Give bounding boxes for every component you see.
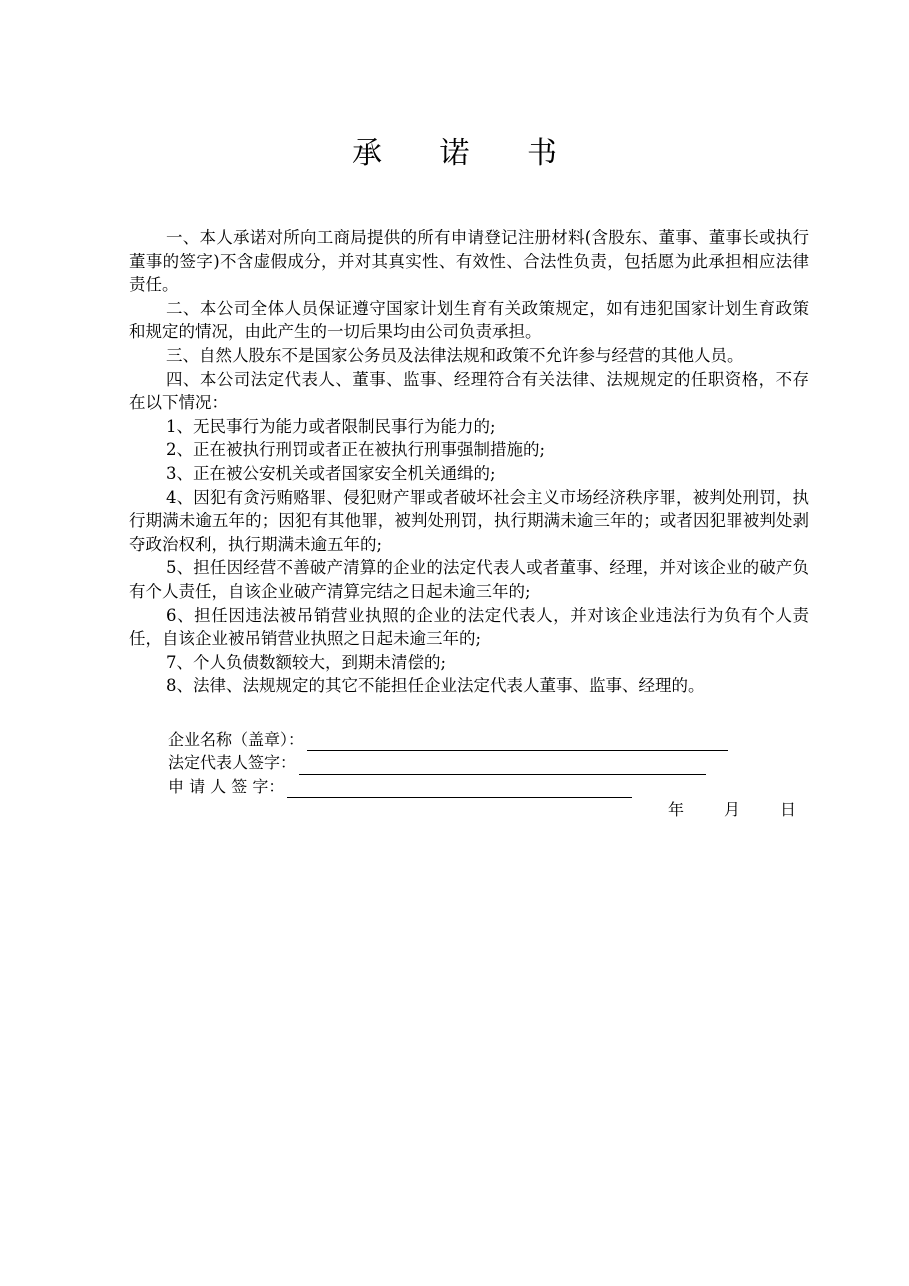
paragraph-3: 三、自然人股东不是国家公务员及法律法规和政策不允许参与经营的其他人员。	[166, 345, 744, 365]
legal-rep-label: 法定代表人签字：	[168, 753, 297, 773]
document-body	[129, 226, 809, 698]
signature-block	[168, 728, 728, 798]
legal-rep-row	[168, 751, 728, 774]
paragraph-2: 二、本公司全体人员保证遵守国家计划生育有关政策规定，如有违犯国家计划生育政策和规定的情况，由此产生的一切后果均由公司负责承担。	[129, 298, 809, 342]
document-title: 承 诺 书	[351, 136, 582, 171]
list-item-3: 3、正在被公安机关或者国家安全机关通缉的;	[166, 463, 496, 483]
list-item-8: 8、法律、法规规定的其它不能担任企业法定代表人董事、监事、经理的。	[166, 676, 705, 696]
date-row	[668, 798, 796, 821]
company-name-line[interactable]	[307, 735, 728, 751]
list-item-6: 6、担任因违法被吊销营业执照的企业的法定代表人，并对该企业违法行为负有个人责任，自该企业被吊销营业执照之日起未逾三年的;	[129, 605, 809, 649]
list-item-7: 7、个人负债数额较大，到期未清偿的;	[166, 652, 447, 672]
date-day: 日	[780, 800, 797, 819]
applicant-row	[168, 775, 728, 798]
list-item-4: 4、因犯有贪污贿赂罪、侵犯财产罪或者破坏社会主义市场经济秩序罪，被判处刑罚，执行期满未逾五年的；因犯有其他罪，被判处刑罚，执行期满未逾三年的；或者因犯罪被判处剥夺政治权利，执行期满未逾五年的;	[129, 487, 809, 554]
list-item-2: 2、正在被执行刑罚或者正在被执行刑事强制措施的;	[166, 440, 546, 460]
paragraph-1: 一、本人承诺对所向工商局提供的所有申请登记注册材料(含股东、董事、董事长或执行董事的签字)不含虚假成分，并对其真实性、有效性、合法性负责，包括愿为此承担相应法律责任。	[129, 228, 809, 295]
applicant-label: 申 请 人 签 字：	[168, 776, 285, 796]
date-month: 月	[724, 800, 741, 819]
date-year: 年	[668, 800, 685, 819]
paragraph-4: 四、本公司法定代表人、董事、监事、经理符合有关法律、法规规定的任职资格，不存在以下情况：	[129, 369, 809, 413]
list-item-1: 1、无民事行为能力或者限制民事行为能力的;	[166, 416, 496, 436]
company-name-row	[168, 728, 728, 751]
applicant-signature-line[interactable]	[287, 782, 632, 798]
list-item-5: 5、担任因经营不善破产清算的企业的法定代表人或者董事、经理，并对该企业的破产负有个人责任，自该企业破产清算完结之日起未逾三年的;	[129, 558, 809, 601]
company-name-label: 企业名称（盖章）：	[168, 729, 305, 749]
legal-rep-signature-line[interactable]	[299, 759, 706, 775]
